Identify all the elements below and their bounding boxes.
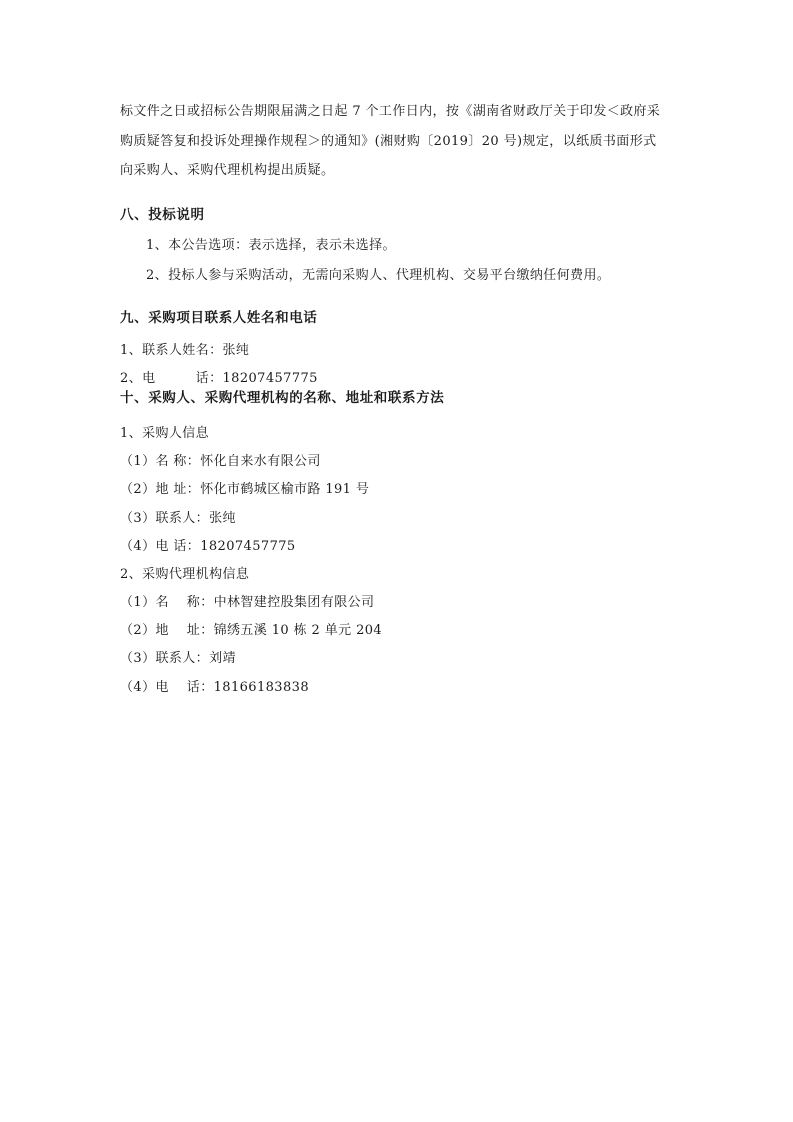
agency-name: （1）名 称：中林智建控股集团有限公司 xyxy=(120,595,375,610)
agency-address: （2）地 址：锦绣五溪 10 栋 2 单元 204 xyxy=(120,623,383,638)
purchaser-phone: （4）电 话：18207457775 xyxy=(120,539,296,554)
section-8-item-2: 2、投标人参与采购活动，无需向采购人、代理机构、交易平台缴纳任何费用。 xyxy=(146,268,611,283)
purchaser-info-title: 1、采购人信息 xyxy=(120,426,210,441)
purchaser-contact: （3）联系人：张纯 xyxy=(120,511,236,526)
agency-info-title: 2、采购代理机构信息 xyxy=(120,567,250,582)
contact-name: 1、联系人姓名：张纯 xyxy=(120,343,250,358)
intro-line-3: 向采购人、采购代理机构提出质疑。 xyxy=(120,163,335,178)
section-9-heading: 九、采购项目联系人姓名和电话 xyxy=(120,310,318,326)
agency-phone: （4）电 话：18166183838 xyxy=(120,680,309,695)
purchaser-address: （2）地 址：怀化市鹤城区榆市路 191 号 xyxy=(120,482,370,497)
contact-phone: 2、电 话：18207457775 xyxy=(120,371,318,386)
section-8-item-1: 1、本公告选项：表示选择，表示未选择。 xyxy=(146,238,396,253)
section-10-heading: 十、采购人、采购代理机构的名称、地址和联系方法 xyxy=(120,390,445,406)
intro-line-1: 标文件之日或招标公告期限届满之日起 7 个工作日内，按《湖南省财政厅关于印发＜政府采 xyxy=(120,104,661,119)
intro-line-2: 购质疑答复和投诉处理操作规程＞的通知》(湘财购〔2019〕20 号)规定，以纸质书面形式 xyxy=(120,134,657,149)
purchaser-name: （1）名 称：怀化自来水有限公司 xyxy=(120,454,321,469)
section-8-heading: 八、投标说明 xyxy=(120,207,205,223)
agency-contact: （3）联系人：刘靖 xyxy=(120,651,236,666)
